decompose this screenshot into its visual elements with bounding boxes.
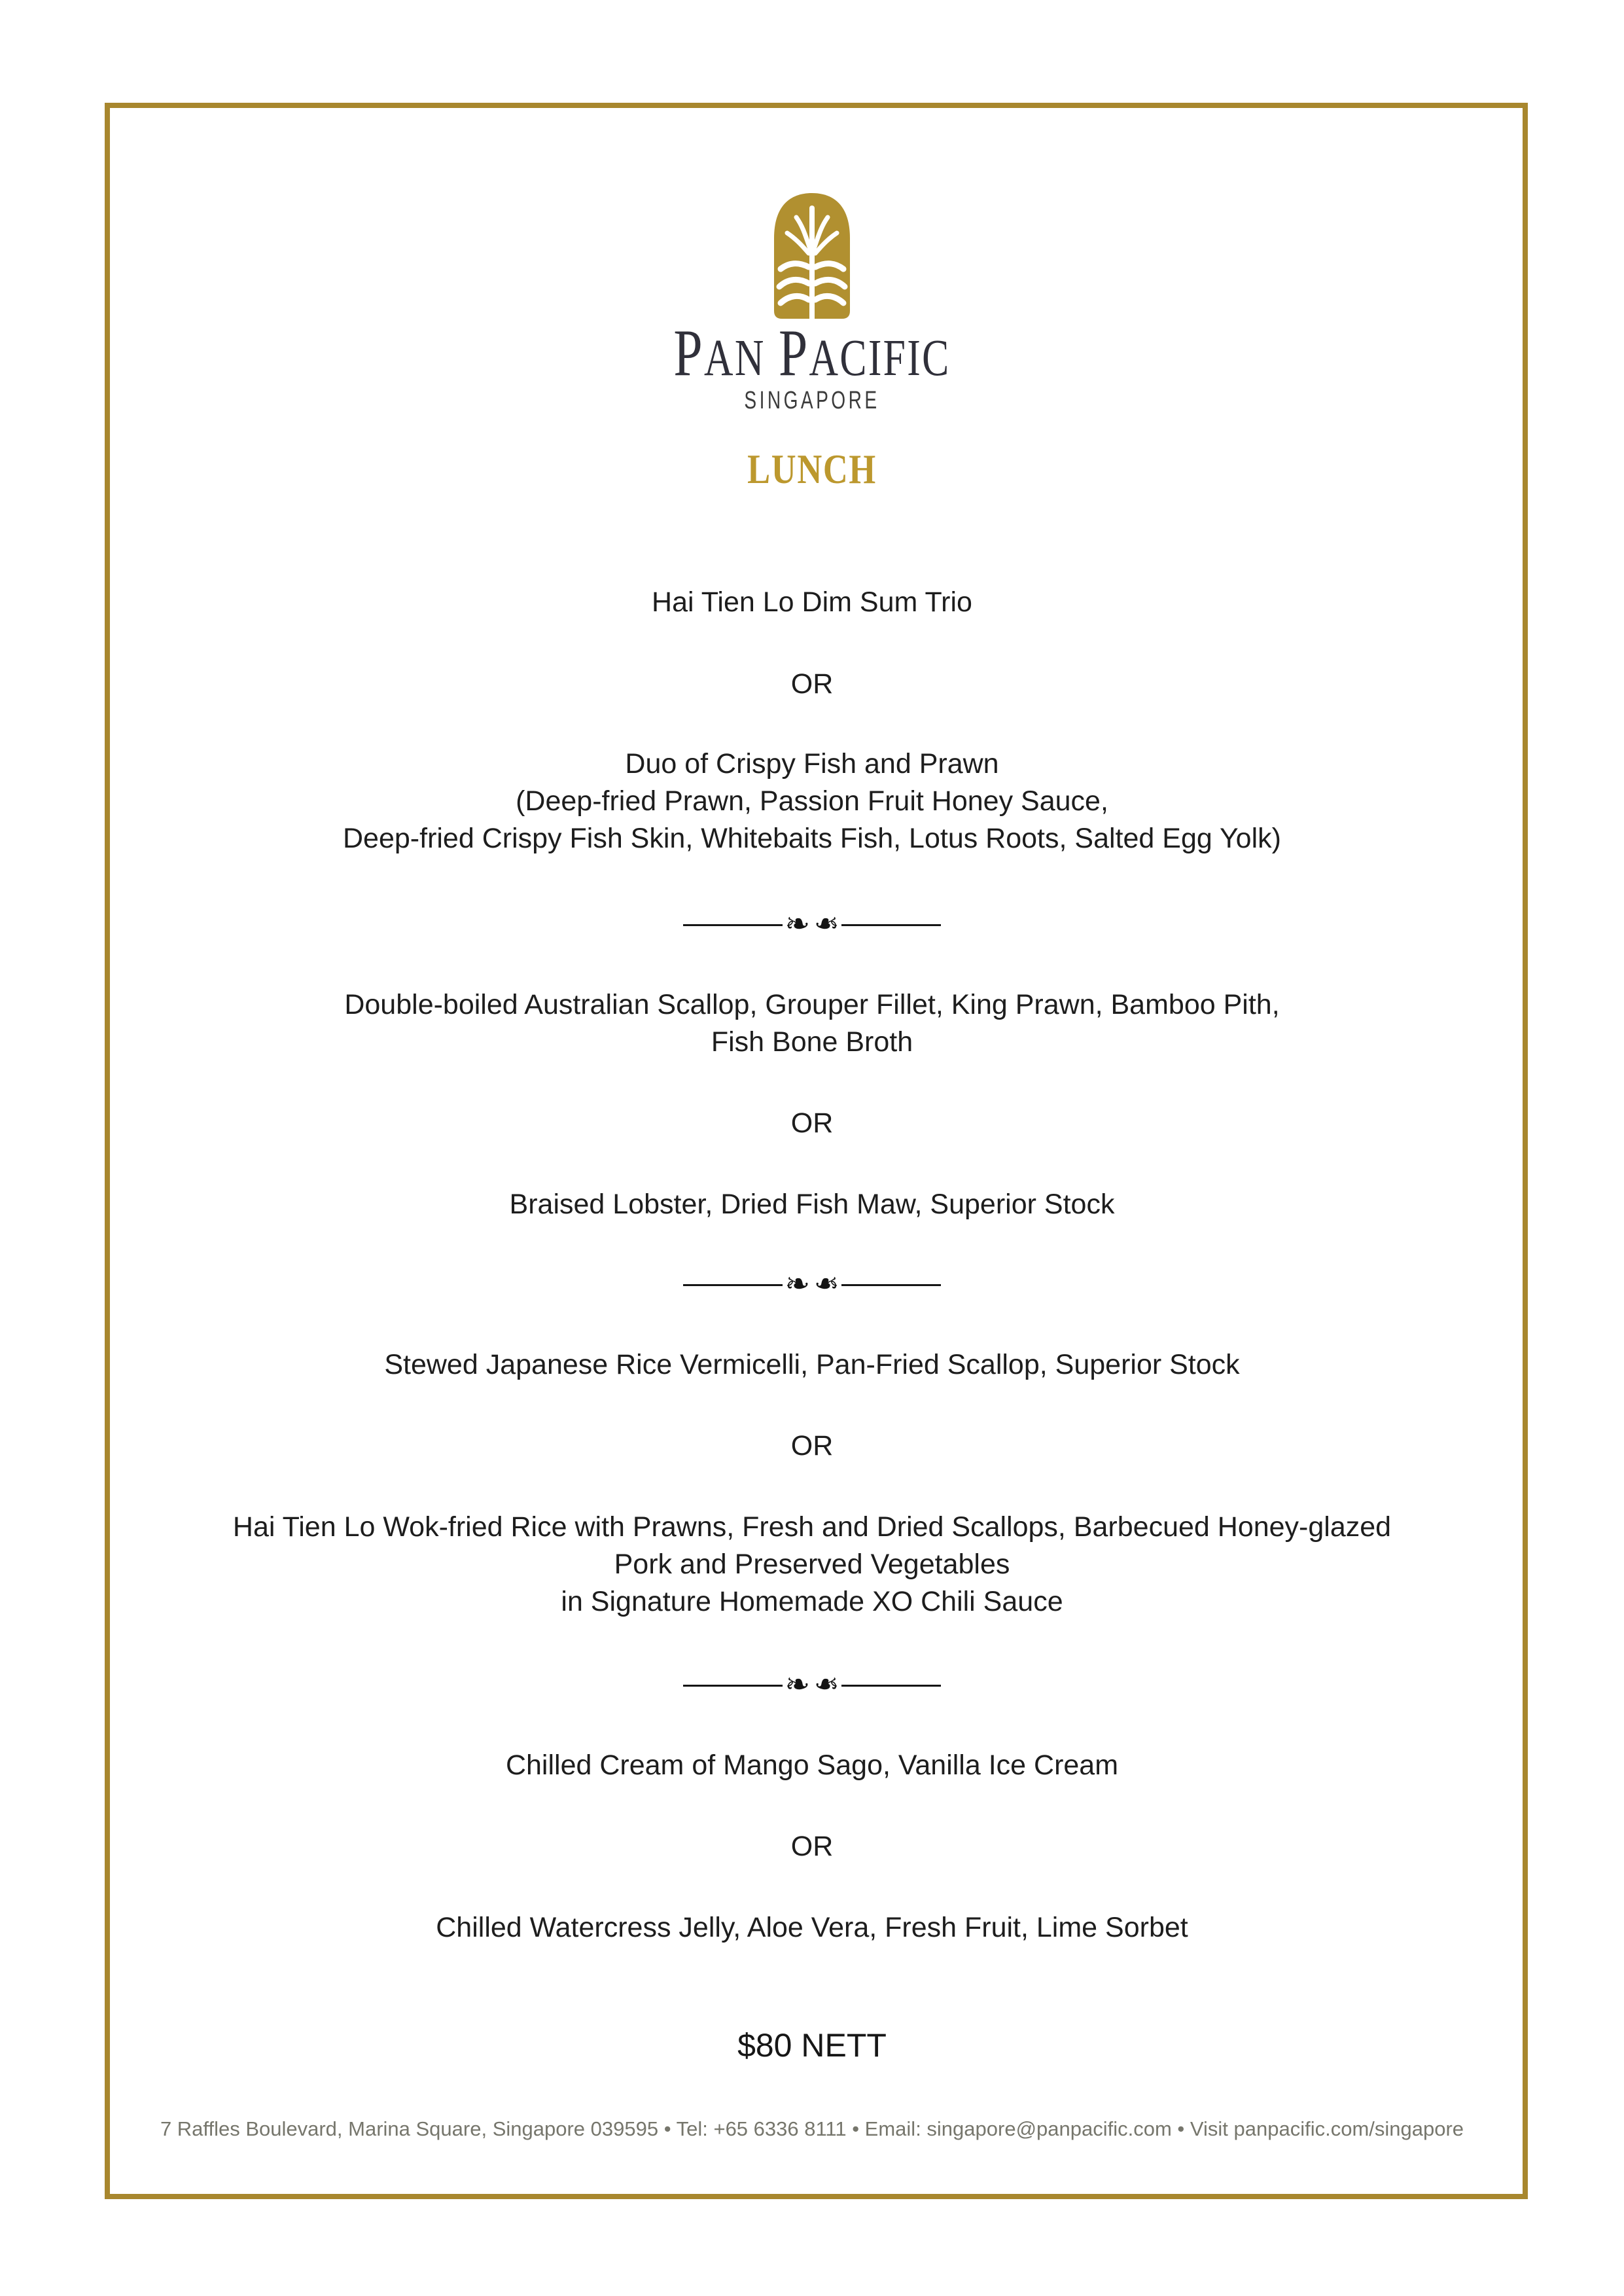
menu-item-line: Chilled Watercress Jelly, Aloe Vera, Fresh Fruit, Lime Sorbet bbox=[436, 1912, 1188, 1943]
wordmark-initial: P bbox=[673, 316, 704, 390]
wordmark-rest: AN bbox=[703, 330, 766, 387]
brand-subtitle: SINGAPORE bbox=[744, 387, 880, 414]
menu-item-block bbox=[0, 986, 1624, 1061]
menu-item-line: Stewed Japanese Rice Vermicelli, Pan-Fried Scallop, Superior Stock bbox=[384, 1349, 1240, 1380]
section-divider bbox=[0, 1266, 1624, 1300]
menu-item-line: Fish Bone Broth bbox=[711, 1026, 913, 1058]
fleuron-ornament-left: ❧ bbox=[785, 906, 810, 941]
menu-item-line: Duo of Crispy Fish and Prawn bbox=[625, 748, 999, 780]
fleuron-ornament-left: ❧ bbox=[785, 1667, 810, 1701]
wordmark-rest: ACIFIC bbox=[809, 330, 951, 387]
divider-rule-right bbox=[841, 1685, 941, 1687]
divider-rule-left bbox=[683, 924, 783, 926]
menu-item-line: Deep-fried Crispy Fish Skin, Whitebaits Fish, Lotus Roots, Salted Egg Yolk) bbox=[343, 823, 1281, 854]
menu-item-line: Chilled Cream of Mango Sago, Vanilla Ice Cream bbox=[505, 1749, 1119, 1781]
or-separator: OR bbox=[790, 1831, 834, 1862]
menu-item-line: Braised Lobster, Dried Fish Maw, Superior Stock bbox=[509, 1189, 1115, 1220]
or-separator: OR bbox=[790, 668, 834, 700]
wordmark-initial: P bbox=[778, 316, 809, 390]
divider-rule-left bbox=[683, 1685, 783, 1687]
divider-rule-right bbox=[841, 1284, 941, 1286]
pan-pacific-logo bbox=[771, 190, 853, 319]
or-separator: OR bbox=[790, 1107, 834, 1139]
fleuron-ornament-right: ❧ bbox=[814, 1667, 839, 1701]
menu-item-line: in Signature Homemade XO Chili Sauce bbox=[561, 1586, 1063, 1617]
fleuron-ornament-left: ❧ bbox=[785, 1266, 810, 1300]
menu-item-line: Hai Tien Lo Wok-fried Rice with Prawns, Fresh and Dried Scallops, Barbecued Honey-glazed bbox=[232, 1511, 1392, 1543]
section-divider bbox=[0, 906, 1624, 941]
palm-fan-icon bbox=[771, 190, 853, 319]
menu-title: LUNCH bbox=[747, 446, 877, 492]
footer-address: 7 Raffles Boulevard, Marina Square, Singapore 039595 • Tel: +65 6336 8111 • Email: singapore@panpacific.com • Visit panpacific.com/singapore bbox=[160, 2117, 1464, 2140]
menu-item-line: Hai Tien Lo Dim Sum Trio bbox=[652, 586, 972, 618]
menu-item-line: Pork and Preserved Vegetables bbox=[614, 1549, 1010, 1580]
or-separator: OR bbox=[790, 1430, 834, 1462]
menu-item-line: (Deep-fried Prawn, Passion Fruit Honey Sauce, bbox=[516, 785, 1108, 817]
fleuron-ornament-right: ❧ bbox=[814, 1266, 839, 1300]
menu-item-line: Double-boiled Australian Scallop, Grouper Fillet, King Prawn, Bamboo Pith, bbox=[344, 989, 1280, 1020]
menu-item-block bbox=[0, 745, 1624, 857]
divider-rule-right bbox=[841, 924, 941, 926]
price-label: $80 NETT bbox=[737, 2027, 887, 2064]
gold-border-frame bbox=[105, 103, 1528, 2199]
fleuron-ornament-right: ❧ bbox=[814, 906, 839, 941]
menu-item-block bbox=[0, 1509, 1624, 1621]
section-divider bbox=[0, 1667, 1624, 1701]
brand-wordmark bbox=[179, 316, 1445, 390]
divider-rule-left bbox=[683, 1284, 783, 1286]
